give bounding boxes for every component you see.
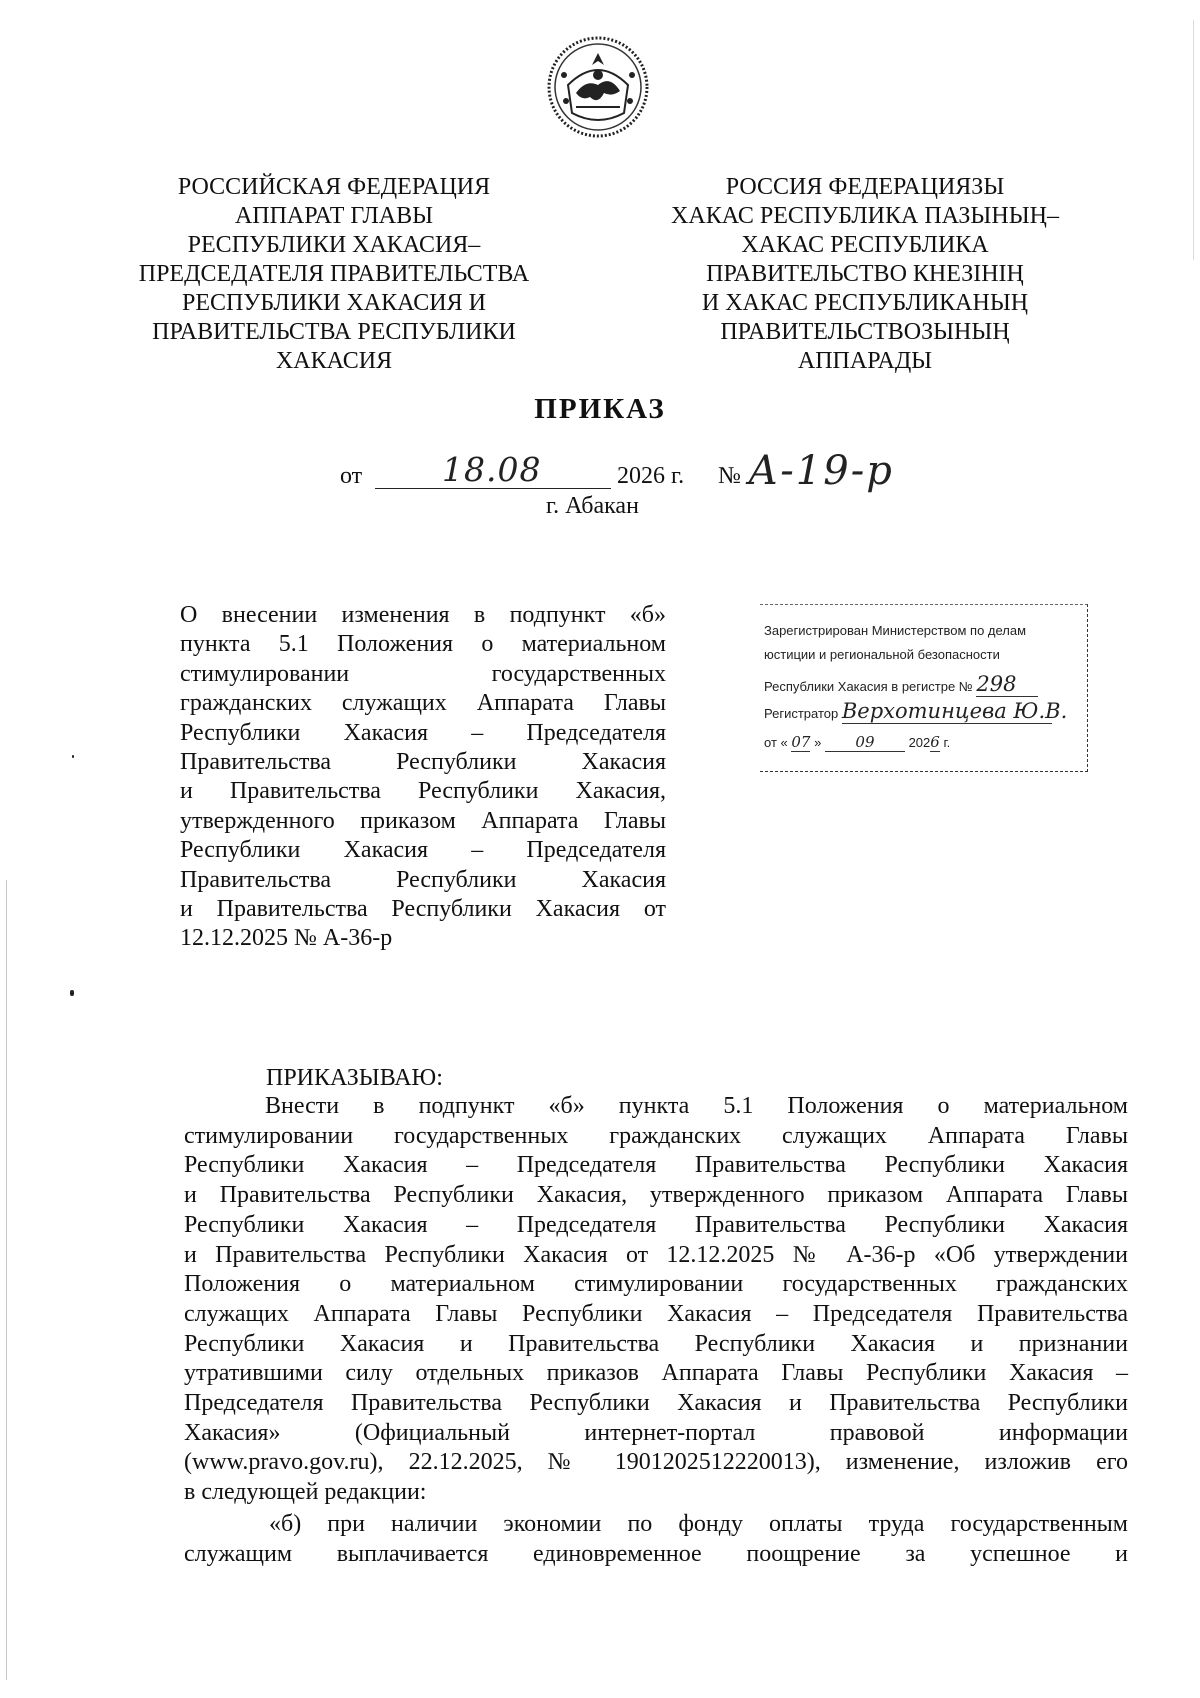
paragraph-line: Республики Хакасия – Председателя Правительства Республики Хакасия xyxy=(184,1211,1128,1238)
order-paragraph xyxy=(184,1092,1128,1508)
handwritten-registry-number: 298 xyxy=(976,672,1038,697)
stamp-line: Зарегистрирован Министерством по делам xyxy=(764,623,1027,638)
stamp-line xyxy=(764,699,1068,724)
paragraph-line: «б) при наличии экономии по фонду оплаты труда государственным xyxy=(269,1511,1128,1537)
scan-speck xyxy=(70,990,74,996)
stamp-line: юстиции и региональной безопасности xyxy=(764,647,1000,662)
registration-stamp xyxy=(760,604,1088,772)
stamp-line xyxy=(764,733,950,752)
paragraph-line: Внести в подпункт «б» пункта 5.1 Положения о материальном xyxy=(265,1093,1128,1119)
handwritten-stamp-year: 6 xyxy=(930,733,940,751)
paragraph-line: и Правительства Республики Хакасия от 12.12.2025 № А-36-р «Об утверждении xyxy=(184,1241,1128,1268)
subject-line: Правительства Республики Хакасия xyxy=(180,749,666,776)
subject-line: О внесении изменения в подпункт «б» xyxy=(180,602,666,628)
issuer-header-russian xyxy=(124,173,544,376)
subject-line: Республики Хакасия – Председателя xyxy=(180,719,666,746)
issuer-header-khakas xyxy=(660,173,1070,376)
paragraph-line: Председателя Правительства Республики Хакасия и Правительства Республики xyxy=(184,1390,1128,1417)
header-line: ПРАВИТЕЛЬСТВО КНЕЗІНІҢ xyxy=(706,261,1024,287)
handwritten-stamp-day: 07 xyxy=(791,733,811,751)
scan-edge-line xyxy=(6,880,7,1680)
header-line: РЕСПУБЛИКИ ХАКАСИЯ– xyxy=(187,232,481,258)
paragraph-line: Хакасия» (Официальный интернет-портал правовой информации xyxy=(184,1419,1128,1446)
year-label: 2026 г. xyxy=(617,463,685,489)
subject-line: гражданских служащих Аппарата Главы xyxy=(180,690,666,717)
subject-line: Правительства Республики Хакасия xyxy=(180,866,666,893)
header-line: ПРЕДСЕДАТЕЛЯ ПРАВИТЕЛЬСТВА xyxy=(138,261,530,287)
number-sign: № xyxy=(718,463,741,489)
header-line: ХАКАС РЕСПУБЛИКА xyxy=(741,232,989,258)
subject-line: пункта 5.1 Положения о материальном xyxy=(180,631,666,658)
subject-line: утвержденного приказом Аппарата Главы xyxy=(180,807,666,834)
subject-line: и Правительства Республики Хакасия от xyxy=(180,896,666,923)
handwritten-registrar-name: Верхотинцева Ю.В. xyxy=(841,699,1068,723)
coat-of-arms-emblem xyxy=(546,35,650,139)
stamp-year-prefix: 202 xyxy=(908,735,931,750)
paragraph-line: и Правительства Республики Хакасия, утвержденного приказом Аппарата Главы xyxy=(184,1182,1128,1209)
header-line: АППАРАДЫ xyxy=(797,348,933,374)
paragraph-line: (www.pravo.gov.ru), 22.12.2025, № 1901202512220013), изменение, изложив его xyxy=(184,1449,1128,1476)
city-label: г. Абакан xyxy=(546,493,639,519)
header-line: АППАРАТ ГЛАВЫ xyxy=(234,203,434,229)
document-title: ПРИКАЗ xyxy=(534,393,666,425)
header-line: ПРАВИТЕЛЬСТВА РЕСПУБЛИКИ xyxy=(152,319,516,345)
handwritten-order-number: А-19-р xyxy=(748,448,894,494)
subject-line: стимулировании государственных xyxy=(180,660,666,687)
header-line: ПРАВИТЕЛЬСТВОЗЫНЫҢ xyxy=(720,319,1010,345)
header-line: ХАКАСИЯ xyxy=(275,348,393,374)
subject-line: Республики Хакасия – Председателя xyxy=(180,837,666,864)
paragraph-line: утратившими силу отдельных приказов Аппарата Главы Республики Хакасия – xyxy=(184,1360,1128,1387)
stamp-date-prefix: от « xyxy=(764,735,788,750)
paragraph-line: Республики Хакасия – Председателя Правительства Республики Хакасия xyxy=(184,1152,1128,1179)
date-prefix-label: от xyxy=(340,463,363,489)
paragraph-line: служащих Аппарата Главы Республики Хакасия – Председателя Правительства xyxy=(184,1300,1128,1327)
paragraph-line: служащим выплачивается единовременное поощрение за успешное и xyxy=(184,1540,1128,1567)
header-line: ХАКАС РЕСПУБЛИКА ПАЗЫНЫҢ– xyxy=(671,203,1059,229)
date-number-row xyxy=(340,448,940,494)
paragraph-line: в следующей редакции: xyxy=(184,1479,427,1506)
scan-edge-line xyxy=(1193,20,1194,260)
scan-speck xyxy=(72,755,74,758)
stamp-line xyxy=(764,672,1038,697)
subject-line: и Правительства Республики Хакасия, xyxy=(180,778,666,805)
amendment-paragraph xyxy=(184,1510,1128,1569)
header-line: РОССИЯ ФЕДЕРАЦИЯЗЫ xyxy=(725,174,1005,200)
stamp-registrar-label: Регистратор xyxy=(764,706,839,721)
paragraph-line: стимулировании государственных гражданских служащих Аппарата Главы xyxy=(184,1122,1128,1149)
handwritten-date: 18.08 xyxy=(442,450,542,489)
header-line: РЕСПУБЛИКИ ХАКАСИЯ И xyxy=(182,290,486,316)
header-line: РОССИЙСКАЯ ФЕДЕРАЦИЯ xyxy=(177,174,491,200)
paragraph-line: Республики Хакасия и Правительства Республики Хакасия и признании xyxy=(184,1330,1128,1357)
stamp-year-suffix: г. xyxy=(943,735,951,750)
handwritten-stamp-month: 09 xyxy=(825,733,905,752)
stamp-date-quote: » xyxy=(814,735,822,750)
header-line: И ХАКАС РЕСПУБЛИКАНЫҢ xyxy=(701,290,1029,316)
subject-line: 12.12.2025 № А-36-р xyxy=(180,925,393,952)
order-subject xyxy=(180,601,666,954)
order-directive: ПРИКАЗЫВАЮ: xyxy=(266,1065,443,1091)
paragraph-line: Положения о материальном стимулировании государственных гражданских xyxy=(184,1271,1128,1298)
stamp-registry-label: Республики Хакасия в регистре № xyxy=(764,679,973,694)
